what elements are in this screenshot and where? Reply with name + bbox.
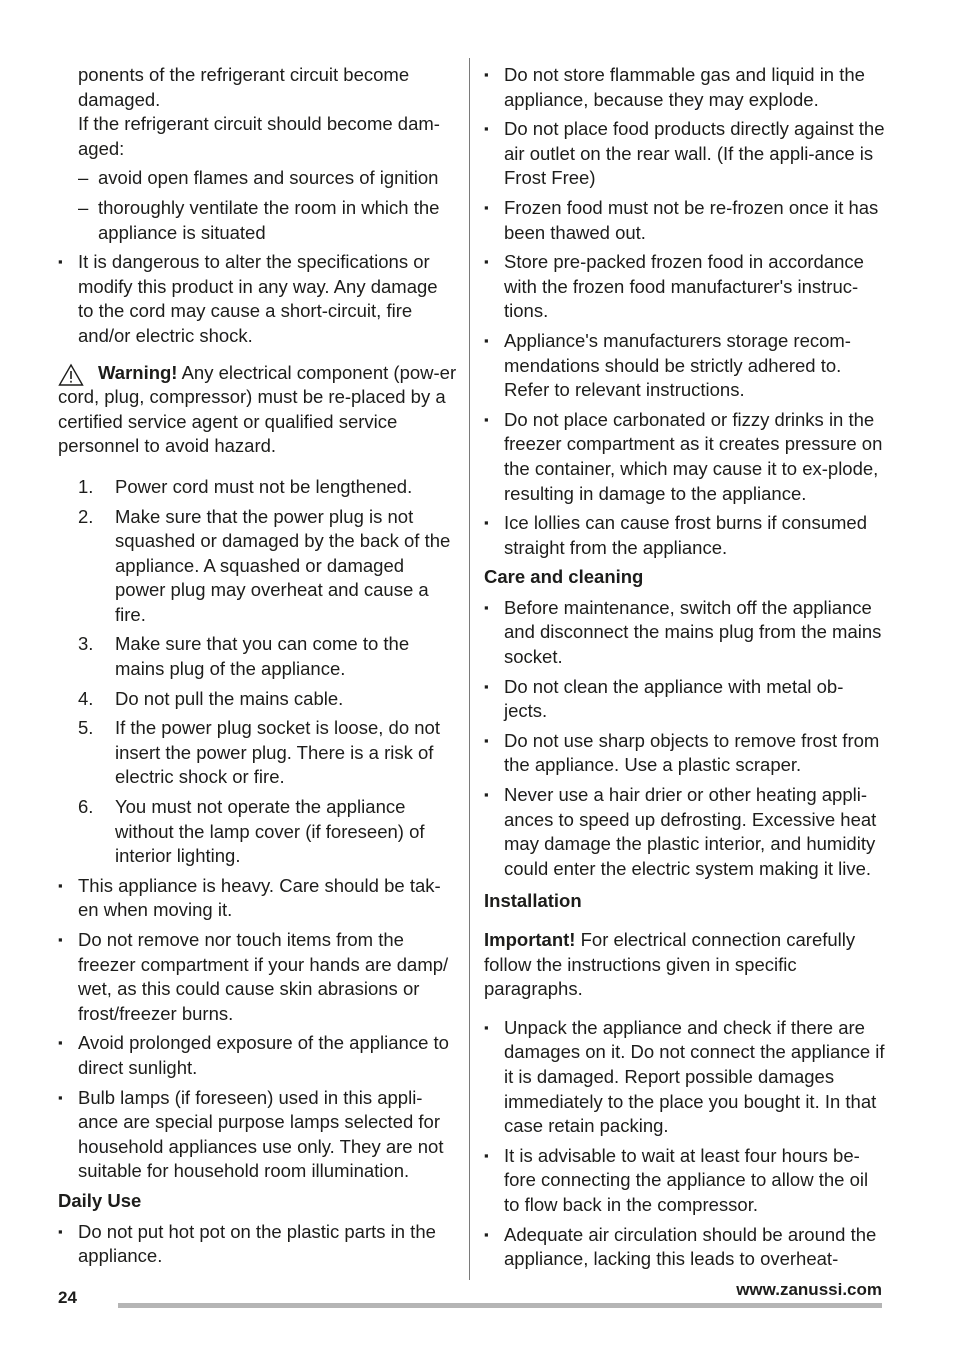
bullet-item: ▪ Avoid prolonged exposure of the appliance to direct sunlight. <box>58 1032 449 1078</box>
right-column <box>484 63 886 1277</box>
numbered-item: 2. Make sure that the power plug is not squashed or damaged by the back of the appliance. A squashed or damaged power plug may overheat and cause a fire. <box>78 505 451 625</box>
bullet-item: ▪ It is dangerous to alter the specifications or modify this product in any way. Any damage to the cord may cause a short-circuit, fire and/or electric shock. <box>58 251 438 346</box>
important-text: For electrical connection carefully follow the instructions given in specific paragraphs. <box>484 929 856 1000</box>
bullet-item: ▪ Never use a hair drier or other heating appli-ances to speed up defrosting. Excessive heat may damage the plastic interior, and humidity could enter the electric system making it live. <box>484 784 877 879</box>
bullet-item: ▪ Do not remove nor touch items from the freezer compartment if your hands are damp/ wet, as this could cause skin abrasions or frost/freezer burns. <box>58 929 449 1024</box>
footer-rule <box>118 1303 882 1308</box>
bullet-item: ▪ Store pre-packed frozen food in accordance with the frozen food manufacturer's instruc-tions. <box>484 251 864 322</box>
bullet-item: ▪ Appliance's manufacturers storage recom-mendations should be strictly adhered to. Refer to relevant instructions. <box>484 329 851 401</box>
bullet-item: ▪ Ice lollies can cause frost burns if consumed straight from the appliance. <box>484 512 867 558</box>
warning-block <box>58 361 458 459</box>
important-label: Important! <box>484 929 576 950</box>
left-column <box>58 63 458 1274</box>
bullet-item: ▪ Do not clean the appliance with metal ob-jects. <box>484 675 844 722</box>
bullet-item: ▪ Adequate air circulation should be around the appliance, lacking this leads to overheat- <box>484 1223 877 1270</box>
warning-label: Warning! <box>98 361 178 383</box>
dash-item: – thoroughly ventilate the room in which the appliance is situated <box>78 196 440 243</box>
footer-url: www.zanussi.com <box>736 1280 882 1299</box>
bullet-item: ▪ This appliance is heavy. Care should be tak-en when moving it. <box>58 874 441 921</box>
daily-use-heading: Daily Use <box>58 1189 142 1211</box>
numbered-item: 1. Power cord must not be lengthened. <box>78 475 413 497</box>
continued-text: ponents of the refrigerant circuit become damaged. <box>78 64 410 110</box>
continued-text: If the refrigerant circuit should become dam-aged: <box>78 113 440 159</box>
bullet-item: ▪ Do not use sharp objects to remove frost from the appliance. Use a plastic scraper. <box>484 729 880 776</box>
dash-item: – avoid open flames and sources of ignition <box>78 167 439 189</box>
numbered-item: 3. Make sure that you can come to the mains plug of the appliance. <box>78 633 410 680</box>
warning-triangle-icon <box>58 363 84 394</box>
column-divider <box>469 58 470 1280</box>
warning-text: Any electrical component (pow-er cord, plug, compressor) must be re-placed by a certified service agent or qualified service personnel to avoid hazard. <box>58 361 457 457</box>
bullet-item: ▪ Do not place food products directly against the air outlet on the rear wall. (If the appli-ance is Frost Free) <box>484 118 885 189</box>
bullet-item: ▪ Bulb lamps (if foreseen) used in this appli-ance are special purpose lamps selected for household appliances use only. They are not suitable for household room illumination. <box>58 1086 444 1182</box>
bullet-item: ▪ Do not store flammable gas and liquid in the appliance, because they may explode. <box>484 64 865 110</box>
numbered-item: 5. If the power plug socket is loose, do not insert the power plug. There is a risk of electric shock or fire. <box>78 717 440 788</box>
bullet-item: ▪ It is advisable to wait at least four hours be-fore connecting the appliance to allow the oil to flow back in the compressor. <box>484 1144 869 1215</box>
installation-heading: Installation <box>484 890 582 912</box>
bullet-item: ▪ Frozen food must not be re-frozen once it has been thawed out. <box>484 196 879 243</box>
numbered-item: 6. You must not operate the appliance without the lamp cover (if foreseen) of interior lighting. <box>78 796 425 867</box>
care-cleaning-heading: Care and cleaning <box>484 566 644 588</box>
bullet-item: ▪ Do not place carbonated or fizzy drinks in the freezer compartment as it creates pressure on the container, which may cause it to ex-plode, resulting in damage to the appliance. <box>484 408 883 504</box>
page-number: 24 <box>58 1288 77 1307</box>
important-note <box>484 928 886 1002</box>
bullet-item: ▪ Do not put hot pot on the plastic parts in the appliance. <box>58 1220 436 1267</box>
bullet-item: ▪ Unpack the appliance and check if there are damages on it. Do not connect the appliance if it is damaged. Report possible damages immediately to the place you bought it. In that case retain packing. <box>484 1016 885 1137</box>
numbered-item: 4. Do not pull the mains cable. <box>78 687 344 709</box>
bullet-item: ▪ Before maintenance, switch off the appliance and disconnect the mains plug from the mains socket. <box>484 596 882 668</box>
